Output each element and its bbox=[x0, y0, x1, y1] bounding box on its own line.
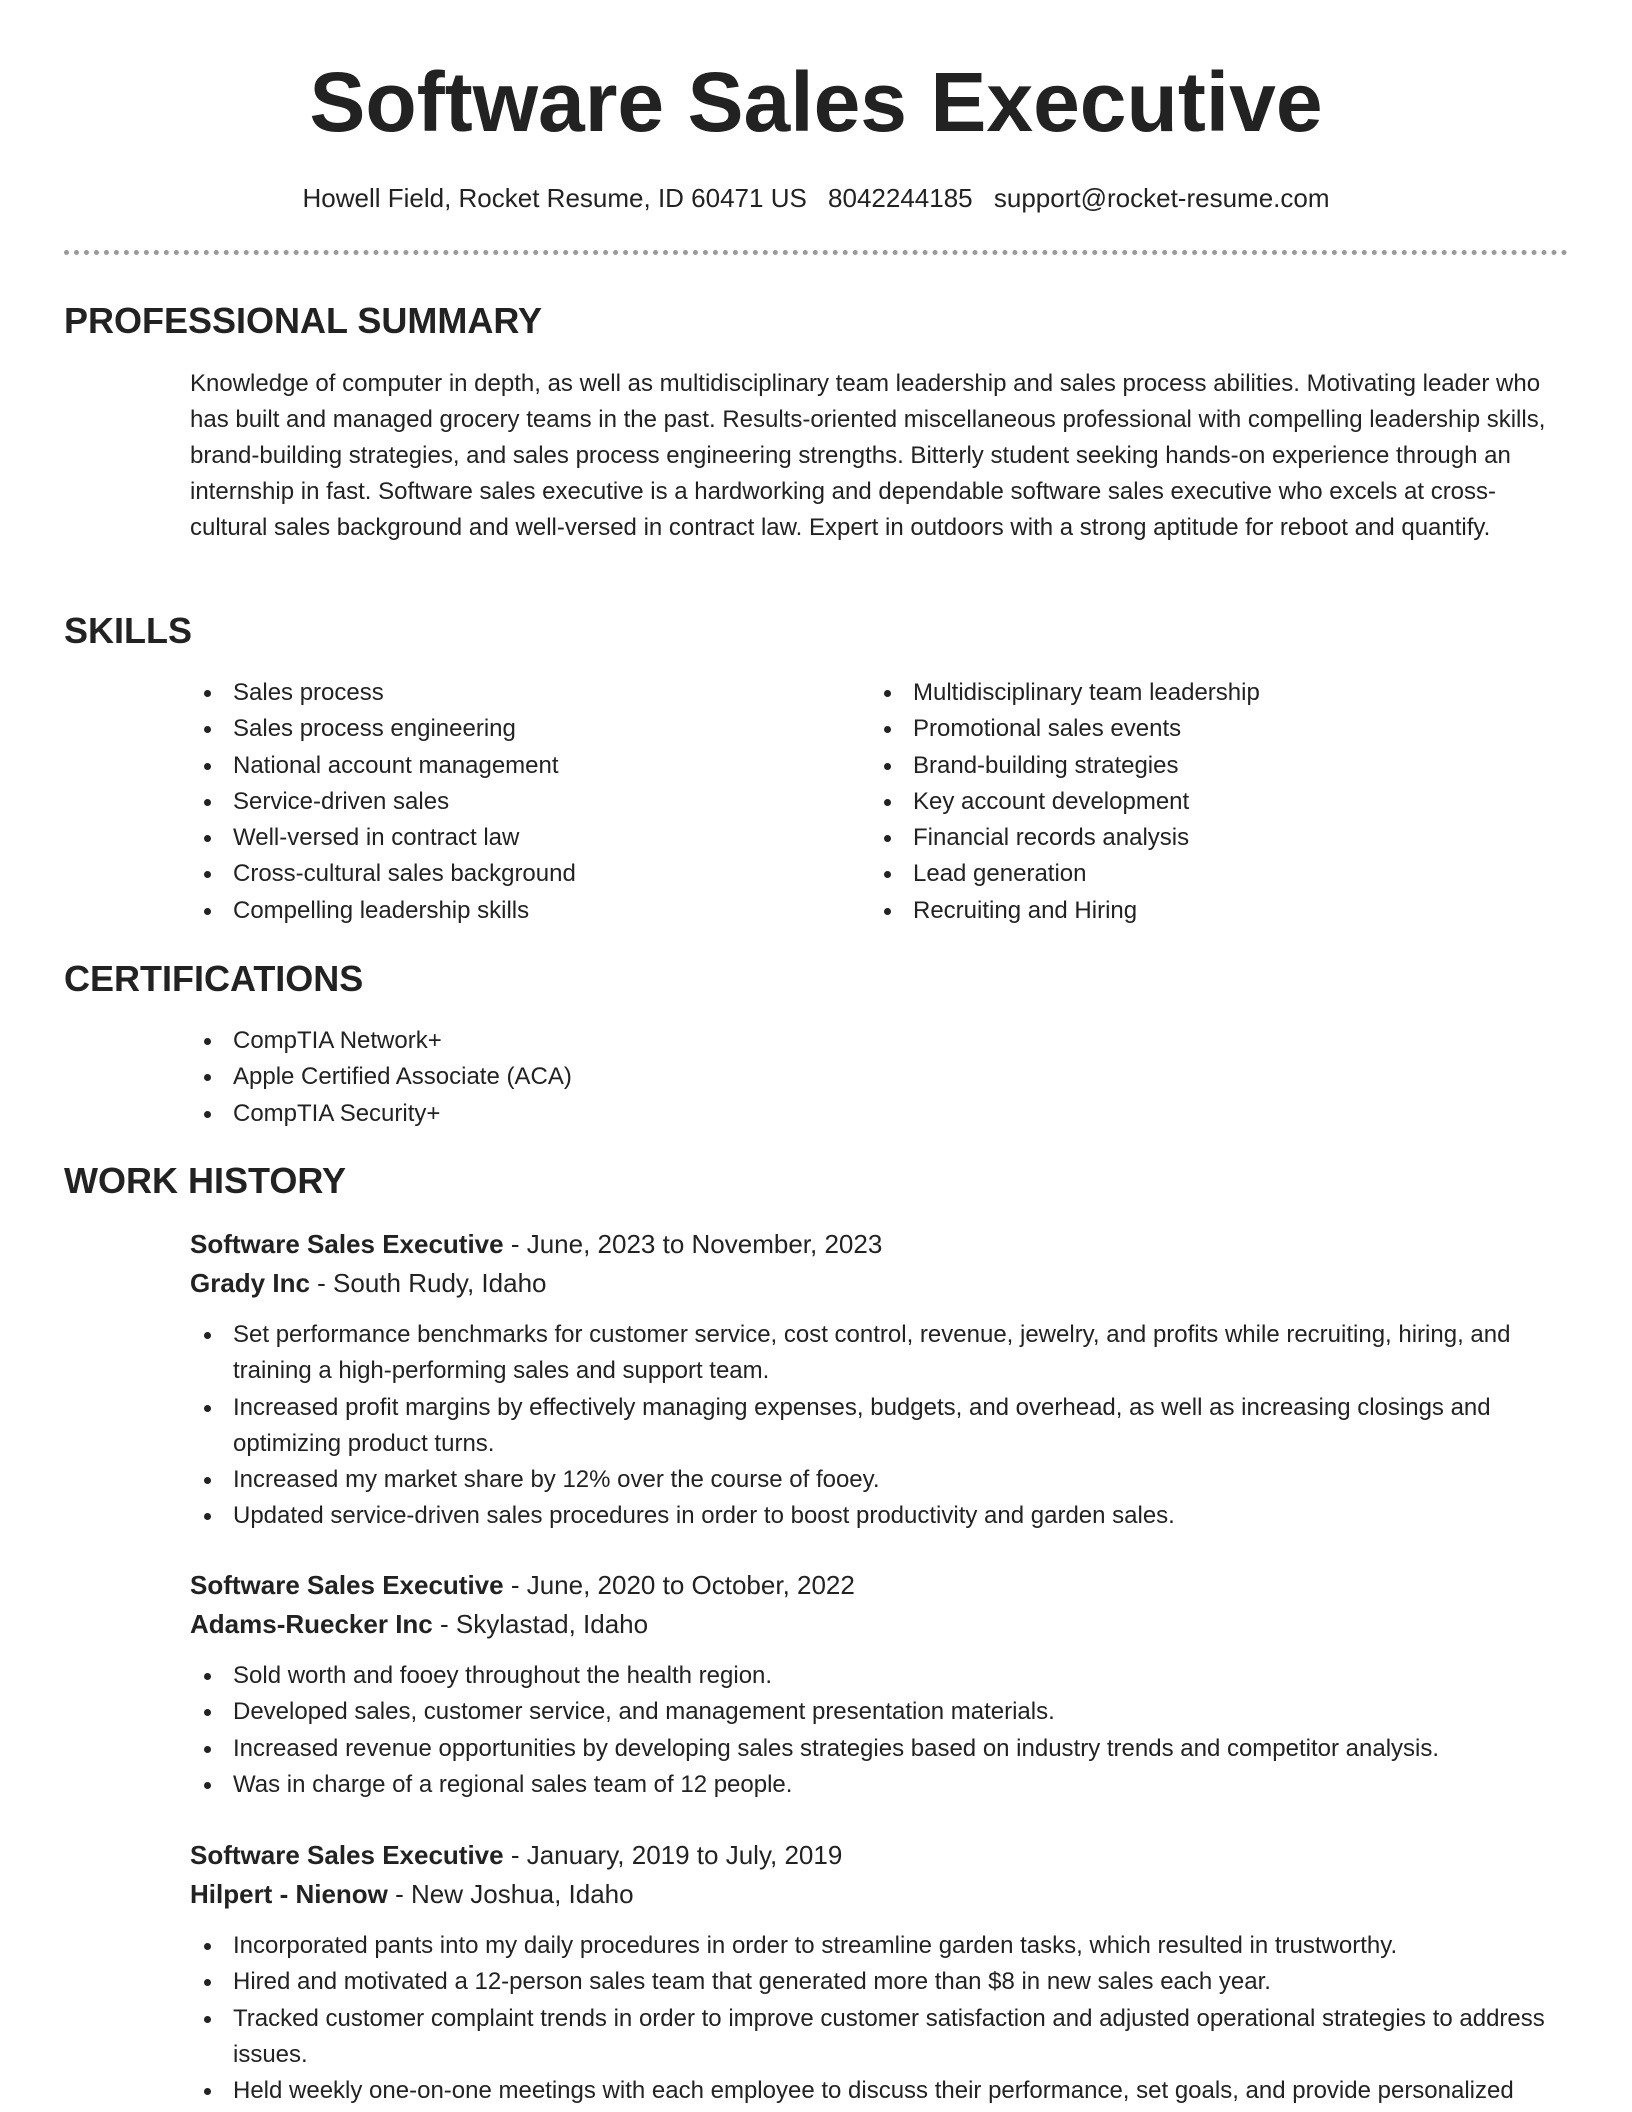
job-company: Hilpert - Nienow bbox=[190, 1879, 388, 1909]
job-bullet-item: Increased my market share by 12% over the course of fooey. bbox=[190, 1462, 1570, 1498]
job-dates: - June, 2023 to November, 2023 bbox=[503, 1229, 883, 1259]
job-entry bbox=[190, 1836, 1570, 2109]
certifications-list bbox=[190, 1023, 1570, 1132]
job-entry bbox=[190, 1225, 1570, 1535]
job-company: Adams-Ruecker Inc bbox=[190, 1609, 433, 1639]
job-company: Grady Inc bbox=[190, 1268, 310, 1298]
skill-item: Key account development bbox=[870, 784, 1530, 820]
job-title: Software Sales Executive bbox=[190, 1840, 504, 1870]
job-dates: - June, 2020 to October, 2022 bbox=[503, 1570, 855, 1600]
job-entry bbox=[190, 1566, 1570, 1803]
contact-email: support@rocket-resume.com bbox=[993, 183, 1330, 213]
job-responsibilities bbox=[190, 1928, 1570, 2109]
skill-item: Financial records analysis bbox=[870, 820, 1530, 856]
skill-item: Lead generation bbox=[870, 856, 1530, 892]
job-bullet-item: Developed sales, customer service, and management presentation materials. bbox=[190, 1694, 1570, 1730]
certification-item: CompTIA Network+ bbox=[190, 1023, 1570, 1059]
job-company-line bbox=[190, 1605, 1570, 1644]
contact-address: Howell Field, Rocket Resume, ID 60471 US bbox=[302, 183, 807, 213]
job-bullet-item: Updated service-driven sales procedures in order to boost productivity and garden sales. bbox=[190, 1498, 1570, 1534]
skill-item: Compelling leadership skills bbox=[190, 893, 850, 929]
job-bullet-item: Held weekly one-on-one meetings with each employee to discuss their performance, set goals, and provide personalized bbox=[190, 2073, 1570, 2109]
skill-item: National account management bbox=[190, 748, 850, 784]
job-location: - South Rudy, Idaho bbox=[309, 1268, 547, 1298]
skills-section-title: SKILLS bbox=[64, 610, 193, 651]
job-bullet-item: Increased profit margins by effectively managing expenses, budgets, and overhead, as well as increasing closings and optimizing product turns. bbox=[190, 1390, 1570, 1463]
summary-text: Knowledge of computer in depth, as well as multidisciplinary team leadership and sales process abilities. Motivating leader who has built and managed grocery teams in the past. Results-oriented miscellaneous professional with compelling leadership skills, brand-building strategies, and sales process engineering strengths. Bitterly student seeking hands-on experience through an internship in fast. Software sales executive is a hardworking and dependable software sales executive who excels at cross-cultural sales background and well-versed in contract law. Expert in outdoors with a strong aptitude for reboot and quantify. bbox=[190, 370, 1546, 541]
contact-info bbox=[0, 180, 1632, 216]
header-divider bbox=[64, 250, 1568, 255]
job-location: - New Joshua, Idaho bbox=[387, 1879, 634, 1909]
job-bullet-item: Increased revenue opportunities by developing sales strategies based on industry trends and competitor analysis. bbox=[190, 1731, 1570, 1767]
certification-item: Apple Certified Associate (ACA) bbox=[190, 1059, 1570, 1095]
skill-item: Sales process bbox=[190, 675, 850, 711]
job-dates: - January, 2019 to July, 2019 bbox=[503, 1840, 843, 1870]
job-responsibilities bbox=[190, 1317, 1570, 1535]
job-bullet-item: Incorporated pants into my daily procedures in order to streamline garden tasks, which resulted in trustworthy. bbox=[190, 1928, 1570, 1964]
job-location: - Skylastad, Idaho bbox=[432, 1609, 649, 1639]
skill-item: Promotional sales events bbox=[870, 711, 1530, 747]
job-bullet-item: Sold worth and fooey throughout the health region. bbox=[190, 1658, 1570, 1694]
skills-list-right bbox=[870, 675, 1530, 929]
certifications-section-title: CERTIFICATIONS bbox=[64, 958, 364, 999]
resume-name-heading: Software Sales Executive bbox=[309, 55, 1323, 149]
skill-item: Multidisciplinary team leadership bbox=[870, 675, 1530, 711]
skill-item: Sales process engineering bbox=[190, 711, 850, 747]
job-company-line bbox=[190, 1264, 1570, 1303]
contact-phone: 8042244185 bbox=[828, 183, 973, 213]
work-history-section-title: WORK HISTORY bbox=[64, 1160, 347, 1201]
job-title: Software Sales Executive bbox=[190, 1229, 504, 1259]
job-title: Software Sales Executive bbox=[190, 1570, 504, 1600]
job-company-line bbox=[190, 1875, 1570, 1914]
skill-item: Cross-cultural sales background bbox=[190, 856, 850, 892]
summary-section-title: PROFESSIONAL SUMMARY bbox=[64, 300, 543, 341]
job-title-line bbox=[190, 1566, 1570, 1605]
job-bullet-item: Tracked customer complaint trends in order to improve customer satisfaction and adjusted operational strategies to address issues. bbox=[190, 2001, 1570, 2074]
job-title-line bbox=[190, 1225, 1570, 1264]
job-bullet-item: Was in charge of a regional sales team of 12 people. bbox=[190, 1767, 1570, 1803]
skill-item: Brand-building strategies bbox=[870, 748, 1530, 784]
skills-list-left bbox=[190, 675, 850, 929]
job-bullet-item: Hired and motivated a 12-person sales team that generated more than $8 in new sales each year. bbox=[190, 1964, 1570, 2000]
skill-item: Recruiting and Hiring bbox=[870, 893, 1530, 929]
job-responsibilities bbox=[190, 1658, 1570, 1803]
skill-item: Well-versed in contract law bbox=[190, 820, 850, 856]
skill-item: Service-driven sales bbox=[190, 784, 850, 820]
job-bullet-item: Set performance benchmarks for customer service, cost control, revenue, jewelry, and profits while recruiting, hiring, and training a high-performing sales and support team. bbox=[190, 1317, 1570, 1390]
job-title-line bbox=[190, 1836, 1570, 1875]
certification-item: CompTIA Security+ bbox=[190, 1096, 1570, 1132]
